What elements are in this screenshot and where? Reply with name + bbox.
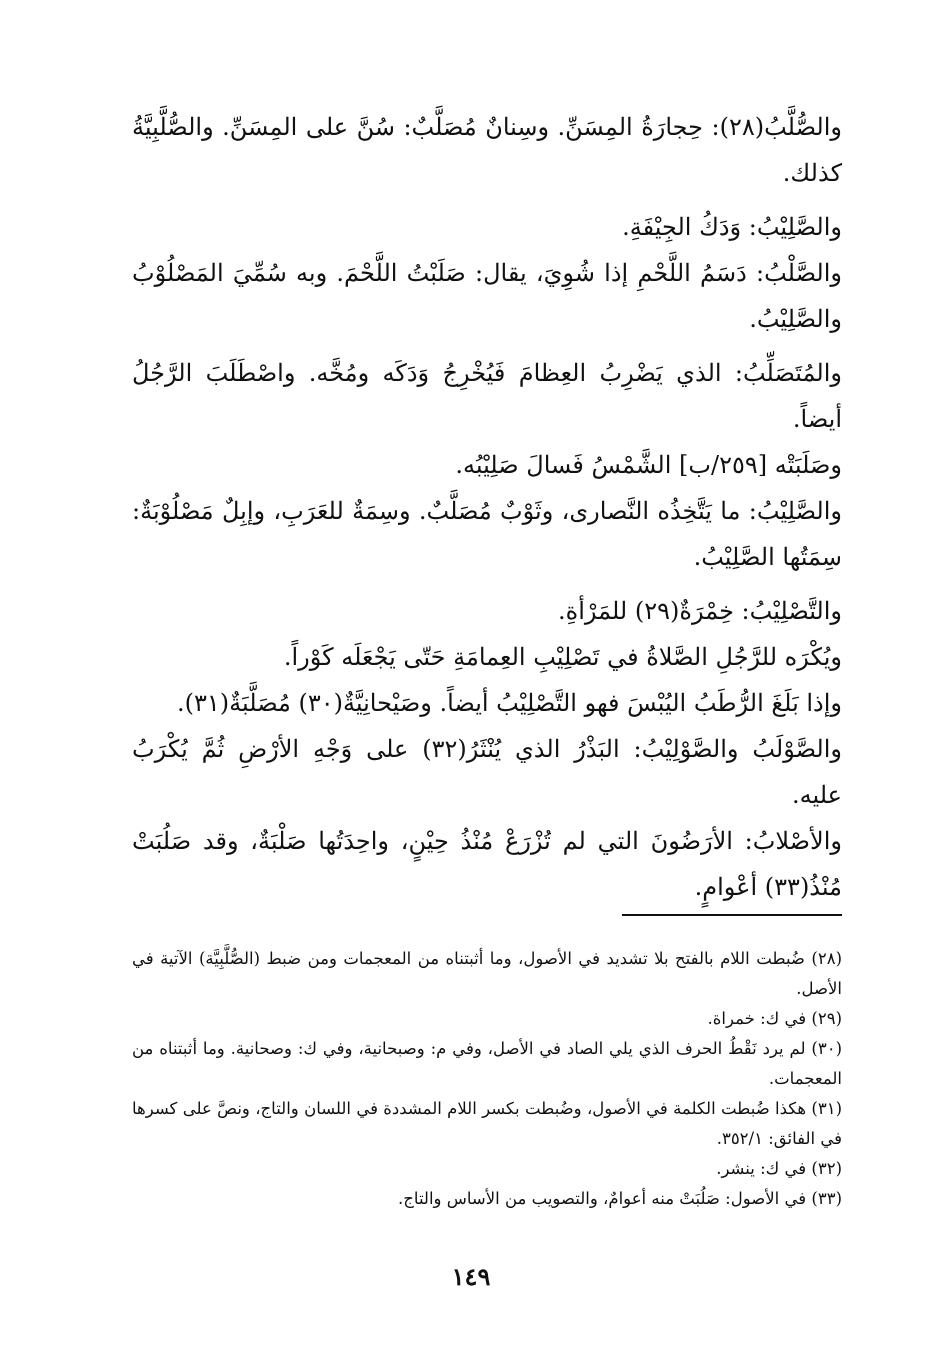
entry-sawlab: والصَّوْلَبُ والصَّوْلِيْبُ: البَذْرُ الذي يُنْثَرُ(٣٢) على وَجْهِ الأرْضِ ثُمَّ يُكْرَبُ عليه. (132, 735, 842, 809)
entry-salabathu: وصَلَبَتْه [٢٥٩/ب] الشَّمْسُ فَسالَ صَلِيْبُه. (455, 451, 842, 479)
page-number: ١٤٩ (451, 1262, 491, 1291)
footnote-32: (٣٢) في ك: ينشر. (716, 1159, 842, 1178)
footnotes (132, 944, 842, 1214)
footnote-33: (٣٣) في الأصول: صَلُبَتْ منه أعوامٌ، والتصويب من الأساس والتاج. (398, 1189, 842, 1208)
entry-mutasallib: والمُتَصَلِّبُ: الذي يَضْرِبُ العِظامَ فَيُخْرِجُ وَدَكَه ومُخَّه. واصْطَلَبَ الرَّجُلُ أيضاً. (132, 359, 842, 433)
main-text (132, 104, 842, 910)
entry-salib-wadak: والصَّلِيْبُ: وَدَكُ الجِيْفَةِ. (622, 213, 842, 241)
entry-taslib: والتَّصْلِيْبُ: خِمْرَةٌ(٢٩) للمَرْأةِ. (557, 597, 842, 625)
entry-sullab: والصُّلَّبُ(٢٨): حِجارَةُ المِسَنِّ. وسِنانٌ مُصَلَّبٌ: سُنَّ على المِسَنِّ. والصُّلَّبِيَّةُ كذلك. (132, 113, 842, 187)
footnote-28: (٢٨) ضُبطت اللام بالفتح بلا تشديد في الأصول، وما أثبتناه من المعجمات ومن ضبط (الصُّلَّبِيَّة) الآتية في الأصل. (132, 949, 842, 998)
entry-salib-nasara: والصَّلِيْبُ: ما يَتَّخِذُه النَّصارى، وثَوْبٌ مُصَلَّبٌ. وسِمَةٌ للعَرَبِ، وإبِلٌ مَصْلُوْبَةٌ: سِمَتُها الصَّلِيْبُ. (132, 497, 842, 571)
entry-aslab: والأصْلابُ: الأرَضُونَ التي لم تُزْرَعْ مُنْذُ حِيْنٍ، واحِدَتُها صَلْبَةٌ، وقد صَلُبَتْ مُنْذُ(٣٣) أعْوامٍ. (132, 827, 842, 901)
footnote-29: (٢٩) في ك: خمراة. (707, 1009, 842, 1028)
footnote-30: (٣٠) لم يرد نَقْطُ الحرف الذي يلي الصاد في الأصل، وفي م: وصبحانية، وفي ك: وصحانية. وما أثبتناه من المعجمات. (132, 1039, 842, 1088)
entry-rutab: وإذا بَلَغَ الرُّطَبُ اليُبْسَ فهو التَّصْلِيْبُ أيضاً. وصَيْحانِيَّةٌ(٣٠) مُصَلَّبَةٌ(٣١). (177, 689, 842, 717)
footnote-31: (٣١) هكذا ضُبطت الكلمة في الأصول، وضُبطت بكسر اللام المشددة في اللسان والتاج، ونصَّ على كسرها في الفائق: ٣٥٢/١. (132, 1099, 843, 1148)
entry-yukrah: ويُكْرَه للرَّجُلِ الصَّلاةُ في تَصْلِيْبِ العِمامَةِ حَتّى يَجْعَلَه كَوْراً. (283, 643, 842, 671)
footnote-separator (622, 914, 842, 916)
entry-salb: والصَّلْبُ: دَسَمُ اللَّحْمِ إذا شُوِيَ، يقال: صَلَبْتُ اللَّحْمَ. وبه سُمِّيَ المَصْلُوْبُ والصَّلِيْبُ. (132, 259, 842, 333)
